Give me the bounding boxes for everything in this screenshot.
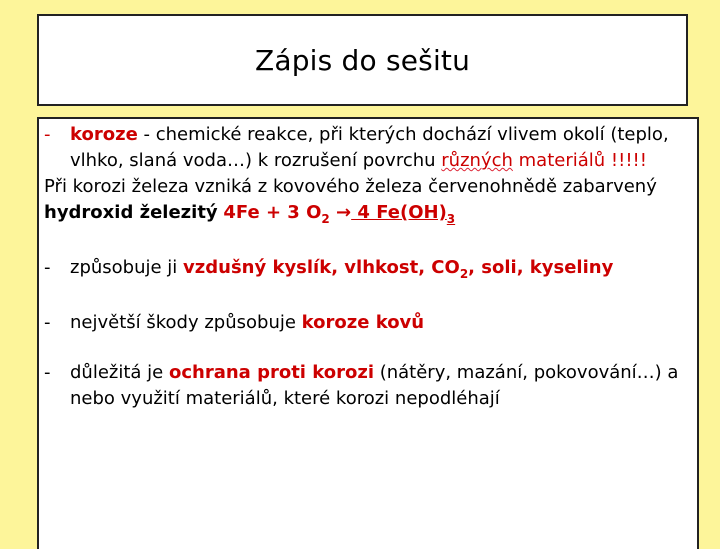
bullet-dash: -	[44, 257, 51, 278]
equation	[223, 202, 456, 226]
title-box	[37, 14, 688, 106]
slide-title: Zápis do sešitu	[254, 43, 471, 77]
list-item-ochrana	[44, 360, 693, 412]
equation-sub-3: 3	[446, 212, 456, 226]
term-koroze: koroze	[70, 124, 138, 145]
word-ruznych: různých	[441, 150, 513, 171]
ochrana-text2: (nátěry, mazání, pokovování…) a nebo využití materiálů, které korozi nepodléhají	[70, 362, 679, 409]
equation-left: 4Fe + 3 O	[223, 202, 322, 223]
bullet-dash: -	[44, 124, 51, 145]
arrow-icon: →	[336, 202, 352, 223]
list-item-koroze	[44, 122, 693, 174]
list-item-zpusobuje	[44, 255, 693, 282]
ochrana-red: ochrana proti korozi	[168, 362, 374, 383]
compound-name: hydroxid železitý	[44, 202, 218, 223]
zpusobuje-sub: 2	[459, 267, 469, 281]
equation-sub-o2: 2	[321, 212, 330, 226]
list-item-skody	[44, 310, 693, 336]
zelezo-text: Při korozi železa vzniká z kovového železa červenohnědě zabarvený	[44, 176, 657, 197]
koroze-rest: materiálů !!!!!	[512, 150, 647, 171]
koroze-definition: - chemické reakce, při kterých dochází vlivem okolí (teplo, vlhko, slaná voda…) k rozrušení povrchu	[70, 124, 669, 171]
ochrana-text1: důležitá je	[70, 362, 169, 383]
skody-red: koroze kovů	[301, 312, 425, 333]
skody-text: největší škody způsobuje	[70, 312, 302, 333]
zpusobuje-text: způsobuje ji	[70, 257, 184, 278]
zpusobuje-red1: vzdušný kyslík, vlhkost, CO	[183, 257, 460, 278]
equation-right: 4 Fe(OH)	[351, 202, 447, 223]
bullet-dash: -	[44, 362, 51, 383]
content-text	[44, 122, 693, 412]
content-box	[37, 117, 699, 549]
paragraph-zelezo	[44, 174, 693, 227]
bullet-dash: -	[44, 312, 51, 333]
zpusobuje-red2: , soli, kyseliny	[468, 257, 614, 278]
